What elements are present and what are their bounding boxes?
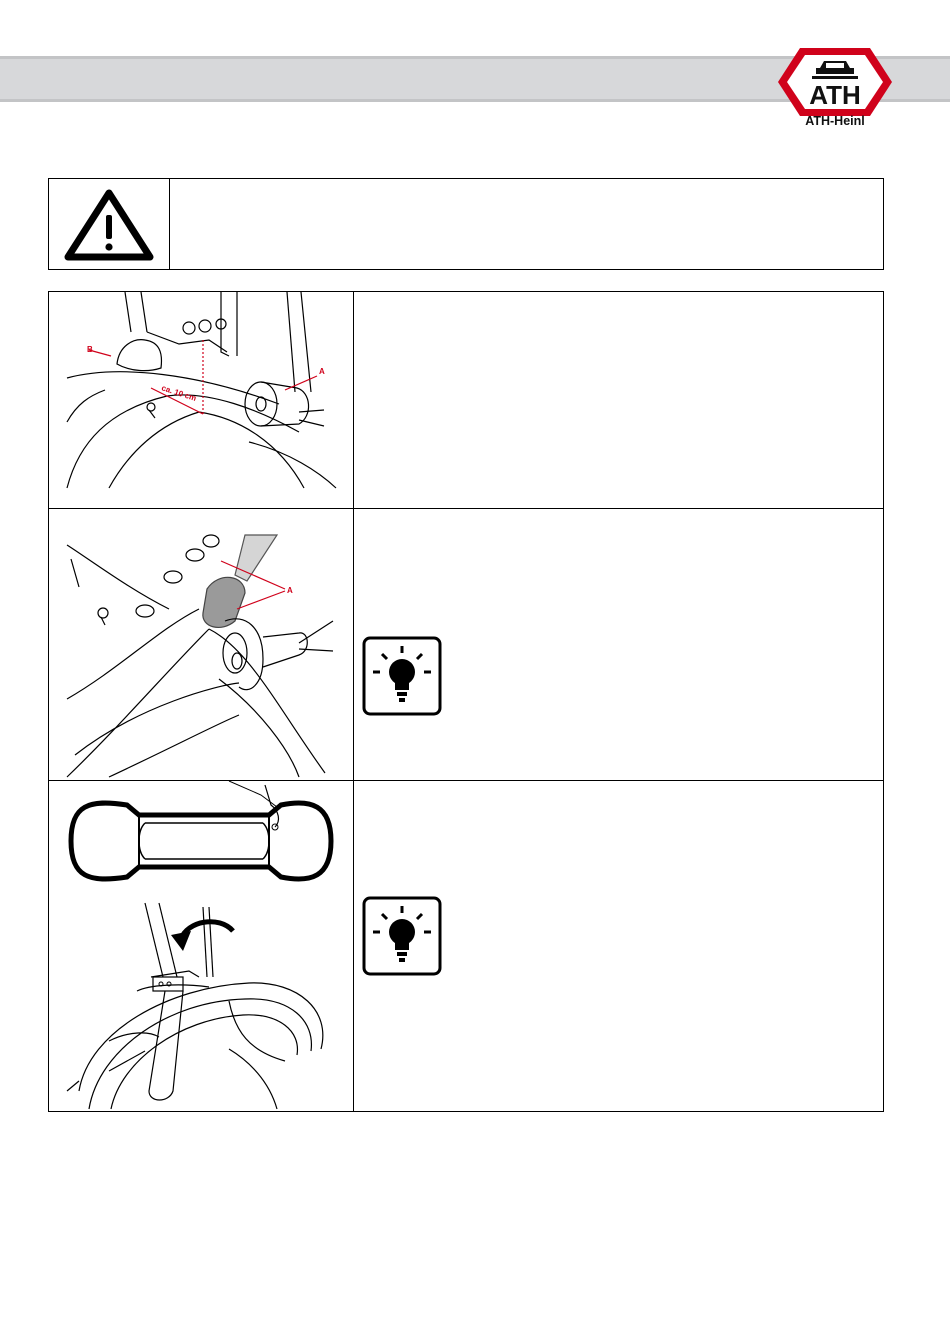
label-a: A	[319, 367, 325, 376]
step-3-illustration	[49, 781, 354, 1111]
step-3-text	[354, 781, 883, 1111]
step-row-3	[49, 780, 883, 1111]
warning-triangle-icon	[49, 179, 170, 269]
lightbulb-icon	[362, 636, 442, 716]
logo-lettering: ATH	[809, 80, 861, 110]
label-a: A	[287, 586, 293, 595]
step-row-1	[49, 292, 883, 508]
step-1-illustration	[49, 292, 354, 508]
step-1-text	[354, 292, 883, 508]
warning-icon-cell	[49, 179, 170, 269]
steps-table	[48, 291, 884, 1112]
label-distance: ca. 10 cm	[160, 383, 198, 404]
step-row-2	[49, 508, 883, 780]
step-2-illustration	[49, 509, 354, 780]
label-b: B	[87, 345, 93, 354]
step-2-text	[354, 509, 883, 780]
lightbulb-icon	[362, 896, 442, 976]
brand-name: ATH-Heinl	[805, 114, 865, 128]
warning-box	[48, 178, 884, 270]
